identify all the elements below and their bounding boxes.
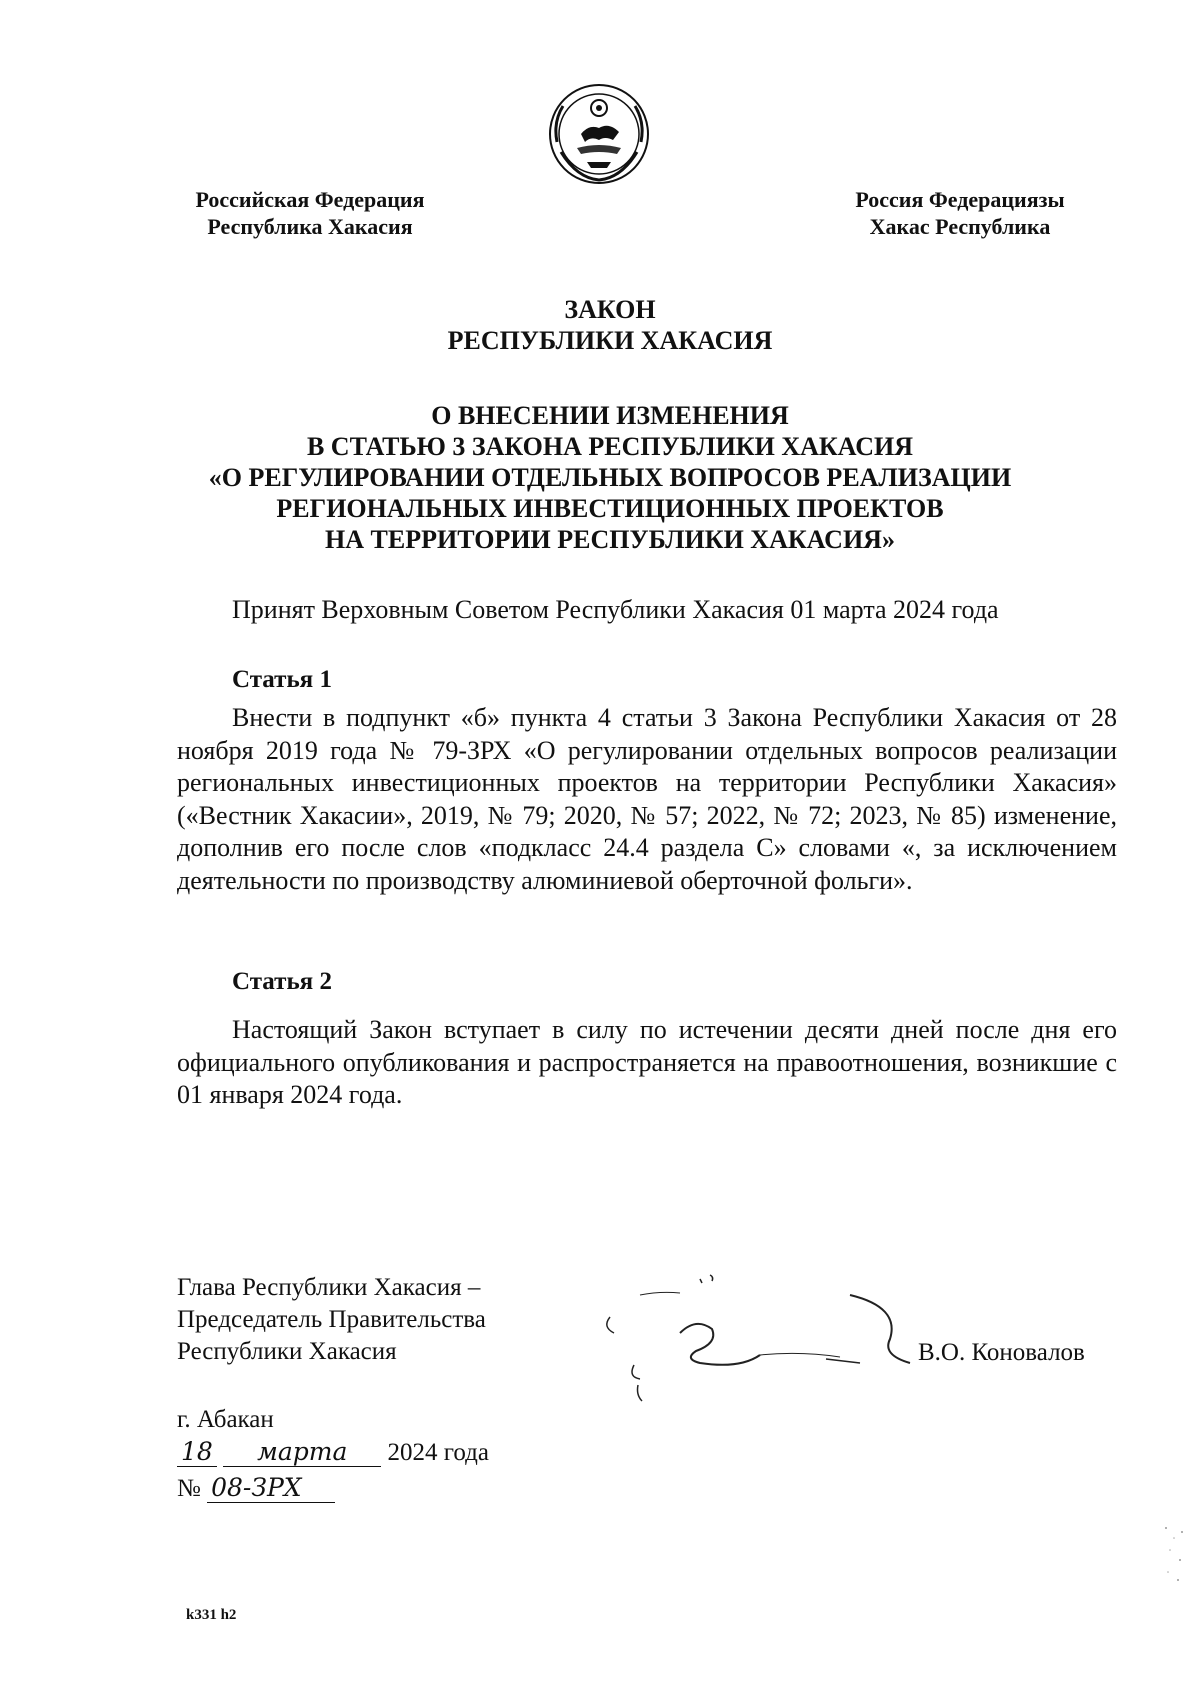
article1-heading: Статья 1 (232, 666, 332, 693)
scan-noise (1160, 1520, 1190, 1590)
article2-text: Настоящий Закон вступает в силу по истечении десяти дней после дня его официального опубликования и распространяется на правоотношения, возникшие с 01 января 2024 года. (177, 1015, 1117, 1109)
header-right-line2: Хакас Республика (869, 214, 1051, 239)
law-number (177, 1472, 335, 1506)
signatory-line3: Республики Хакасия (177, 1338, 397, 1365)
header-left-line2: Республика Хакасия (207, 214, 413, 239)
article1-text: Внести в подпункт «б» пункта 4 статьи 3 Закона Республики Хакасия от 28 ноября 2019 года № 79-ЗРХ «О регулировании отдельных вопросов реализации региональных инвестиционных проектов на территории Республики Хакасия» («Вестник Хакасии», 2019, № 79; 2020, № 57; 2022, № 72; 2023, № 85) изменение, дополнив его после слов «подкласс 24.4 раздела С» словами «, за исключением деятельности по производству алюминиевой оберточной фольги». (177, 703, 1117, 895)
law-subject-line4: РЕГИОНАЛЬНЫХ ИНВЕСТИЦИОННЫХ ПРОЕКТОВ (276, 494, 944, 523)
header-left-line1: Российская Федерация (195, 187, 425, 212)
date-day: 18 (177, 1438, 217, 1467)
khakassia-coat-of-arms-icon (547, 82, 651, 186)
signatory-line1: Глава Республики Хакасия – (177, 1274, 481, 1301)
header-right-line1: Россия Федерациязы (855, 187, 1065, 212)
signatory-title (177, 1272, 486, 1368)
signing-date (177, 1436, 489, 1470)
date-month: марта (223, 1438, 381, 1467)
law-subject-line3: «О РЕГУЛИРОВАНИИ ОТДЕЛЬНЫХ ВОПРОСОВ РЕАЛИЗАЦИИ (208, 463, 1012, 492)
law-title-line1: ЗАКОН (564, 295, 656, 324)
adoption-note: Принят Верховным Советом Республики Хакасия 01 марта 2024 года (232, 595, 999, 624)
signatory-line2: Председатель Правительства (177, 1306, 486, 1333)
law-subject-line1: О ВНЕСЕНИИ ИЗМЕНЕНИЯ (431, 401, 789, 430)
date-year: 2024 года (387, 1439, 489, 1466)
law-subject (150, 400, 1070, 555)
law-subject-line5: НА ТЕРРИТОРИИ РЕСПУБЛИКИ ХАКАСИЯ» (325, 525, 895, 554)
law-number-prefix: № (177, 1475, 201, 1502)
law-number-value: 08-ЗРХ (207, 1474, 335, 1503)
header-left (160, 186, 460, 240)
place-of-signing: г. Абакан (177, 1406, 274, 1433)
document-code: k331 h2 (186, 1607, 237, 1623)
header-right (805, 186, 1115, 240)
law-title-line2: РЕСПУБЛИКИ ХАКАСИЯ (447, 326, 773, 355)
law-title (150, 294, 1070, 356)
article2-heading: Статья 2 (232, 968, 332, 995)
signatory-name: В.О. Коновалов (918, 1339, 1085, 1366)
handwritten-signature (600, 1255, 940, 1415)
law-subject-line2: В СТАТЬЮ 3 ЗАКОНА РЕСПУБЛИКИ ХАКАСИЯ (306, 432, 914, 461)
